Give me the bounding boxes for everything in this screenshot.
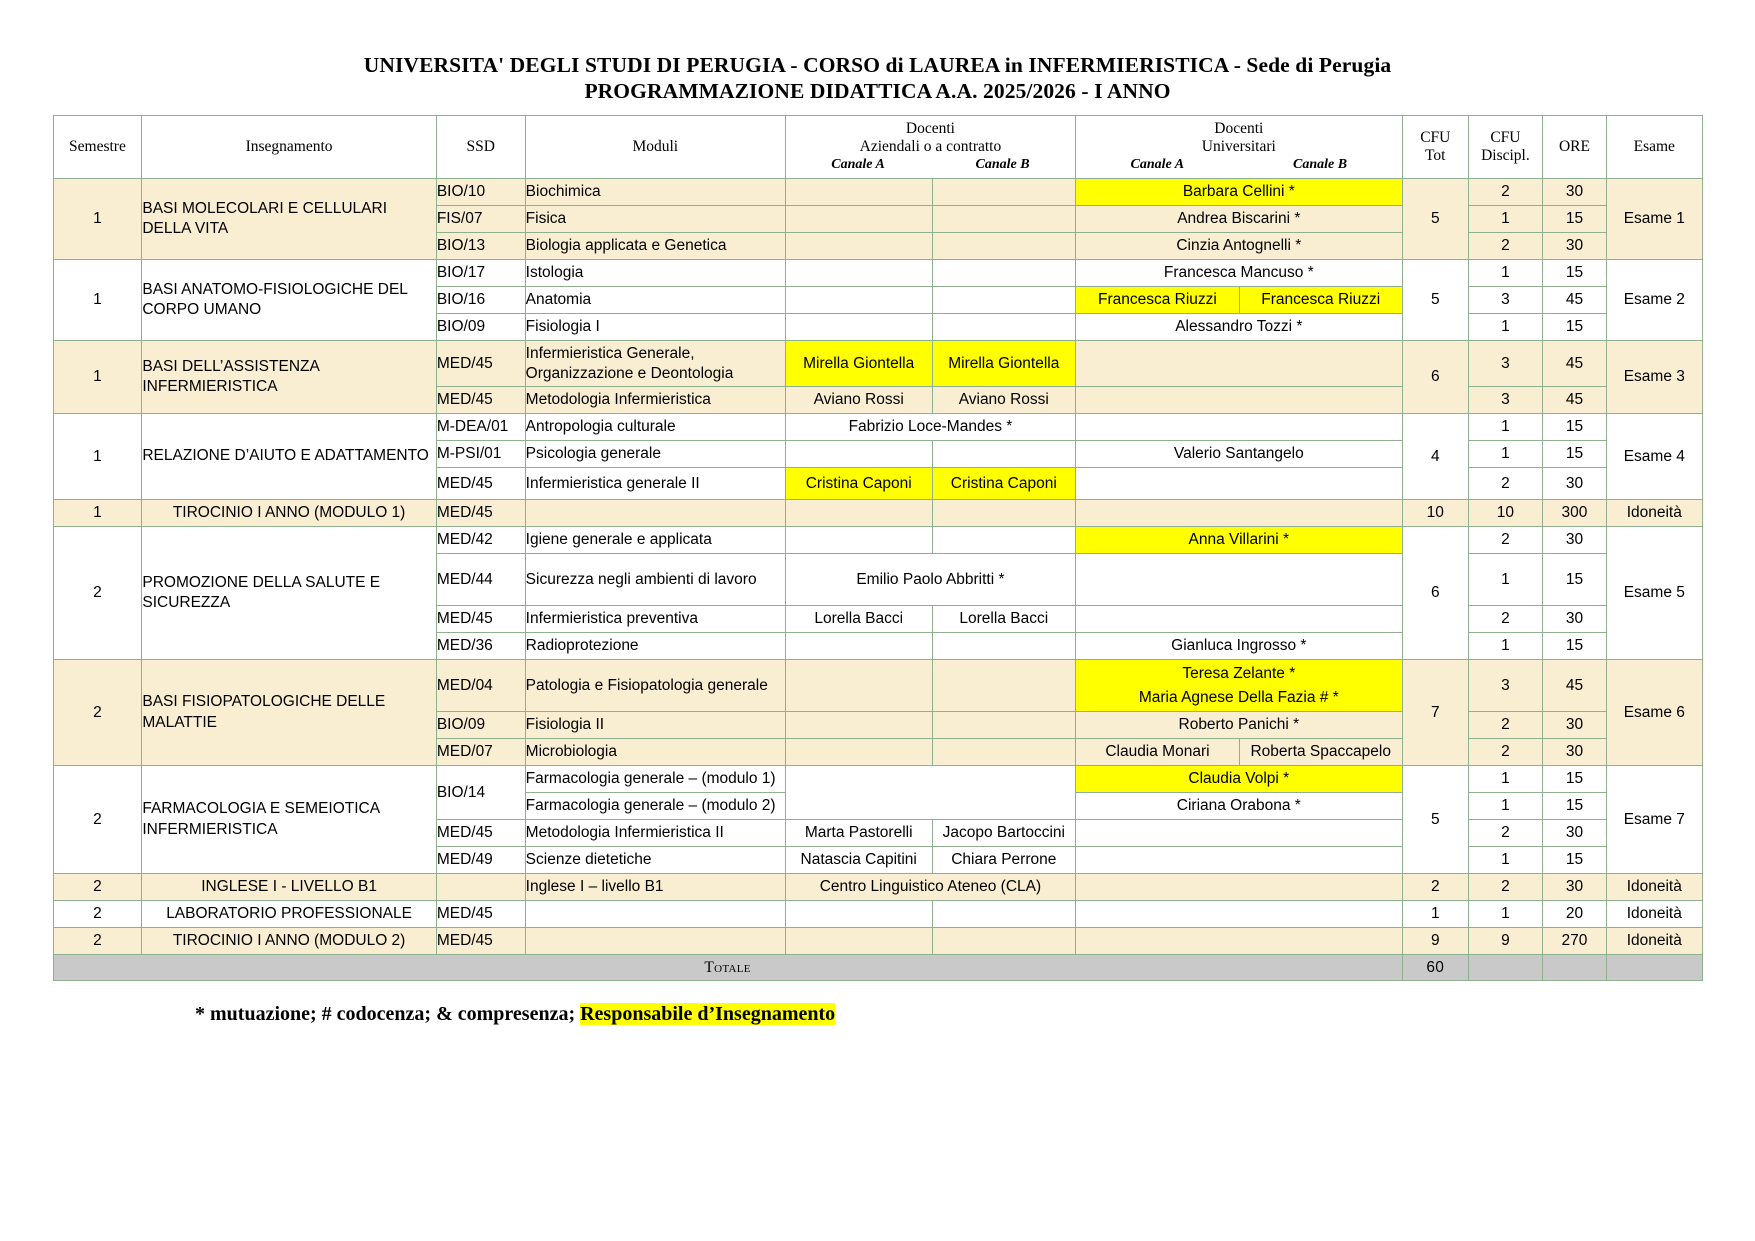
cell-cfu-tot: 6 [1402, 341, 1468, 414]
header-cfu-discipl [1468, 116, 1542, 179]
cell-docente-universitario [1076, 414, 1403, 441]
cell-cfu-discipl: 2 [1468, 712, 1542, 739]
cell-cfu-tot: 5 [1402, 766, 1468, 874]
header-aziendali-canale-a: Canale A [831, 157, 885, 173]
header-docenti-aziendali [785, 116, 1075, 179]
page-title [0, 0, 1755, 104]
cell-modulo: Radioprotezione [525, 633, 785, 660]
cell-cfu-discipl: 2 [1468, 874, 1542, 901]
cell-docente-aziendale-canale-a [785, 179, 932, 206]
cell-docente-aziendale-canale-b [932, 660, 1075, 712]
cell-docente-universitario: Alessandro Tozzi * [1076, 314, 1403, 341]
cell-cfu-discipl: 1 [1468, 554, 1542, 606]
cell-cfu-tot: 10 [1402, 500, 1468, 527]
cell-docente-aziendale-canale-a [785, 441, 932, 468]
cell-cfu-discipl: 3 [1468, 387, 1542, 414]
cell-docente-aziendale-canale-a: Cristina Caponi [785, 468, 932, 500]
cell-docente-universitario-canale-b: Francesca Riuzzi [1239, 287, 1402, 314]
legend-highlight-text: Responsabile d’Insegnamento [580, 1003, 836, 1025]
cell-docente-aziendale-canale-a [785, 206, 932, 233]
cell-docente-universitario [1076, 554, 1403, 606]
cell-docente-aziendale-canale-b: Chiara Perrone [932, 847, 1075, 874]
cell-semestre: 2 [53, 928, 142, 955]
cell-ore: 30 [1542, 820, 1606, 847]
cell-modulo: Fisica [525, 206, 785, 233]
cell-docente-aziendale-canale-b [932, 314, 1075, 341]
cell-docente-universitario: Claudia Volpi * [1076, 766, 1403, 793]
table-row [53, 500, 1702, 527]
cell-cfu-discipl: 1 [1468, 414, 1542, 441]
header-cfu-tot-line2: Tot [1425, 147, 1446, 164]
cell-semestre: 2 [53, 660, 142, 766]
cell-ssd [436, 874, 525, 901]
cell-cfu-tot: 4 [1402, 414, 1468, 500]
cell-modulo: Biochimica [525, 179, 785, 206]
cell-docente-aziendale-canale-b [932, 287, 1075, 314]
cell-docente-universitario-canale-b: Roberta Spaccapelo [1239, 739, 1402, 766]
cell-docente-aziendale-canale-b [932, 527, 1075, 554]
title-line-2: PROGRAMMAZIONE DIDATTICA A.A. 2025/2026 - I ANNO [584, 79, 1171, 103]
cell-modulo: Antropologia culturale [525, 414, 785, 441]
header-insegnamento: Insegnamento [142, 116, 436, 179]
cell-docente-aziendale-canale-a: Lorella Bacci [785, 606, 932, 633]
cell-docente-universitario [1076, 660, 1403, 712]
legend-text: * mutuazione; # codocenza; & compresenza; [195, 1003, 581, 1025]
cell-cfu-discipl: 1 [1468, 260, 1542, 287]
cell-docente-universitario-lines [1076, 662, 1402, 709]
cell-esame: Idoneità [1607, 928, 1702, 955]
title-line-1: UNIVERSITA' DEGLI STUDI DI PERUGIA - CORSO di LAUREA in INFERMIERISTICA - Sede di Perugia [363, 53, 1392, 77]
cell-docente-universitario: Anna Villarini * [1076, 527, 1403, 554]
cell-cfu-tot: 6 [1402, 527, 1468, 660]
cell-ssd: MED/42 [436, 527, 525, 554]
cell-modulo: Istologia [525, 260, 785, 287]
cell-ore: 45 [1542, 287, 1606, 314]
cell-ore: 45 [1542, 660, 1606, 712]
cell-ore: 15 [1542, 314, 1606, 341]
table-row [53, 414, 1702, 441]
cell-semestre: 1 [53, 179, 142, 260]
cell-ssd: MED/45 [436, 468, 525, 500]
cell-modulo: Fisiologia I [525, 314, 785, 341]
cell-ore: 15 [1542, 414, 1606, 441]
header-universitari-canale-b: Canale B [1293, 157, 1348, 173]
cell-insegnamento: TIROCINIO I ANNO (MODULO 2) [142, 928, 436, 955]
cell-ore: 15 [1542, 847, 1606, 874]
cell-docente-aziendale-canale-a [785, 901, 932, 928]
cell-ssd: MED/45 [436, 928, 525, 955]
table-row [53, 341, 1702, 387]
cell-cfu-discipl: 10 [1468, 500, 1542, 527]
cell-esame: Esame 2 [1607, 260, 1702, 341]
table-row [53, 527, 1702, 554]
cell-docente-aziendale: Centro Linguistico Ateneo (CLA) [785, 874, 1075, 901]
cell-modulo [525, 901, 785, 928]
header-esame: Esame [1607, 116, 1702, 179]
cell-ore: 30 [1542, 527, 1606, 554]
cell-ssd: M-DEA/01 [436, 414, 525, 441]
cell-ore: 15 [1542, 260, 1606, 287]
cell-insegnamento: RELAZIONE D’AIUTO E ADATTAMENTO [142, 414, 436, 500]
table-row [53, 179, 1702, 206]
cell-docente-universitario [1076, 341, 1403, 387]
header-canali-aziendali [786, 157, 1075, 173]
header-aziendali-canale-b: Canale B [975, 157, 1030, 173]
cell-modulo [525, 928, 785, 955]
cell-modulo: Patologia e Fisiopatologia generale [525, 660, 785, 712]
cell-cfu-discipl: 2 [1468, 179, 1542, 206]
cell-ore: 45 [1542, 387, 1606, 414]
cell-docente-universitario: Francesca Mancuso * [1076, 260, 1403, 287]
cell-modulo: Metodologia Infermieristica II [525, 820, 785, 847]
header-moduli: Moduli [525, 116, 785, 179]
cell-docente-aziendale-canale-b [932, 739, 1075, 766]
cell-ssd: BIO/16 [436, 287, 525, 314]
cell-ore: 45 [1542, 341, 1606, 387]
cell-ore: 15 [1542, 766, 1606, 793]
cell-esame: Esame 4 [1607, 414, 1702, 500]
cell-cfu-discipl: 1 [1468, 901, 1542, 928]
cell-insegnamento: BASI MOLECOLARI E CELLULARI DELLA VITA [142, 179, 436, 260]
cell-cfu-tot: 2 [1402, 874, 1468, 901]
cell-modulo: Infermieristica generale II [525, 468, 785, 500]
cell-ssd: BIO/13 [436, 233, 525, 260]
cell-esame: Esame 1 [1607, 179, 1702, 260]
cell-docente-universitario [1076, 387, 1403, 414]
cell-ssd: BIO/09 [436, 314, 525, 341]
cell-docente-aziendale-canale-a [785, 928, 932, 955]
cell-ore: 30 [1542, 712, 1606, 739]
cell-docente-universitario [1076, 606, 1403, 633]
cell-esame: Esame 3 [1607, 341, 1702, 414]
cell-docente-universitario-line-2: Maria Agnese Della Fazia # * [1138, 688, 1339, 706]
cell-docente-aziendale-canale-b: Jacopo Bartoccini [932, 820, 1075, 847]
cell-docente-aziendale-canale-b [932, 441, 1075, 468]
cell-docente-universitario [1076, 847, 1403, 874]
cell-cfu-discipl: 2 [1468, 527, 1542, 554]
cell-docente-universitario [1076, 500, 1403, 527]
cell-modulo: Sicurezza negli ambienti di lavoro [525, 554, 785, 606]
cell-modulo [525, 500, 785, 527]
cell-docente-aziendale-canale-b: Cristina Caponi [932, 468, 1075, 500]
cell-modulo: Farmacologia generale – (modulo 2) [525, 793, 785, 820]
total-label: Totale [53, 955, 1402, 981]
cell-esame: Idoneità [1607, 874, 1702, 901]
cell-ore: 15 [1542, 793, 1606, 820]
cell-docente-aziendale-canale-a [785, 739, 932, 766]
cell-cfu-discipl: 3 [1468, 341, 1542, 387]
cell-ssd: BIO/10 [436, 179, 525, 206]
cell-semestre: 1 [53, 500, 142, 527]
cell-ssd: MED/45 [436, 341, 525, 387]
cell-docente-aziendale: Fabrizio Loce-Mandes * [785, 414, 1075, 441]
total-empty-cell [1542, 955, 1606, 981]
cell-docente-aziendale-canale-a: Mirella Giontella [785, 341, 932, 387]
cell-cfu-discipl: 9 [1468, 928, 1542, 955]
cell-cfu-discipl: 1 [1468, 314, 1542, 341]
header-canali-universitari [1076, 157, 1402, 173]
cell-ssd: MED/36 [436, 633, 525, 660]
cell-cfu-discipl: 1 [1468, 206, 1542, 233]
cell-docente-aziendale-canale-a: Marta Pastorelli [785, 820, 932, 847]
cell-modulo: Anatomia [525, 287, 785, 314]
cell-cfu-discipl: 2 [1468, 739, 1542, 766]
cell-docente-aziendale-canale-a [785, 233, 932, 260]
cell-modulo: Metodologia Infermieristica [525, 387, 785, 414]
cell-docente-aziendale [785, 766, 1075, 820]
cell-ore: 30 [1542, 233, 1606, 260]
cell-docente-aziendale-canale-a [785, 527, 932, 554]
cell-docente-aziendale-canale-b: Mirella Giontella [932, 341, 1075, 387]
cell-semestre: 2 [53, 901, 142, 928]
header-semestre: Semestre [53, 116, 142, 179]
cell-docente-aziendale-canale-b [932, 260, 1075, 287]
cell-insegnamento: FARMACOLOGIA E SEMEIOTICA INFERMIERISTICA [142, 766, 436, 874]
cell-docente-universitario [1076, 901, 1403, 928]
cell-modulo: Infermieristica preventiva [525, 606, 785, 633]
cell-ssd: MED/04 [436, 660, 525, 712]
cell-cfu-discipl: 1 [1468, 441, 1542, 468]
header-cfu-tot [1402, 116, 1468, 179]
cell-esame: Esame 7 [1607, 766, 1702, 874]
cell-docente-universitario [1076, 928, 1403, 955]
cell-modulo: Igiene generale e applicata [525, 527, 785, 554]
table-body [53, 179, 1702, 981]
cell-docente-aziendale-canale-a [785, 500, 932, 527]
cell-docente-aziendale-canale-a [785, 633, 932, 660]
cell-docente-universitario: Valerio Santangelo [1076, 441, 1403, 468]
cell-ssd: MED/45 [436, 901, 525, 928]
cell-insegnamento: LABORATORIO PROFESSIONALE [142, 901, 436, 928]
table-header [53, 116, 1702, 179]
cell-docente-universitario [1076, 468, 1403, 500]
cell-docente-universitario: Roberto Panichi * [1076, 712, 1403, 739]
cell-ssd: BIO/17 [436, 260, 525, 287]
cell-docente-aziendale: Emilio Paolo Abbritti * [785, 554, 1075, 606]
cell-cfu-discipl: 2 [1468, 468, 1542, 500]
header-docenti-universitari [1076, 116, 1403, 179]
cell-insegnamento: BASI FISIOPATOLOGICHE DELLE MALATTIE [142, 660, 436, 766]
cell-ore: 30 [1542, 179, 1606, 206]
table-row [53, 766, 1702, 793]
cell-modulo: Farmacologia generale – (modulo 1) [525, 766, 785, 793]
programmazione-didattica-table [53, 115, 1703, 981]
cell-cfu-tot: 7 [1402, 660, 1468, 766]
total-value: 60 [1402, 955, 1468, 981]
cell-modulo: Microbiologia [525, 739, 785, 766]
table-row [53, 874, 1702, 901]
cell-cfu-tot: 5 [1402, 179, 1468, 260]
legend-footnote [0, 1003, 1755, 1026]
cell-docente-aziendale-canale-b [932, 901, 1075, 928]
cell-docente-aziendale-canale-b [932, 712, 1075, 739]
table-row [53, 901, 1702, 928]
cell-ssd: MED/44 [436, 554, 525, 606]
cell-ore: 30 [1542, 739, 1606, 766]
header-cfu-discipl-line1: CFU [1490, 129, 1521, 147]
cell-modulo: Fisiologia II [525, 712, 785, 739]
cell-cfu-discipl: 1 [1468, 633, 1542, 660]
cell-ore: 15 [1542, 554, 1606, 606]
cell-docente-aziendale-canale-b [932, 206, 1075, 233]
header-docenti-universitari-line1: Docenti [1214, 120, 1264, 138]
cell-docente-aziendale-canale-b: Lorella Bacci [932, 606, 1075, 633]
cell-modulo: Psicologia generale [525, 441, 785, 468]
total-empty-cell [1468, 955, 1542, 981]
cell-ssd: MED/45 [436, 500, 525, 527]
cell-ore: 15 [1542, 206, 1606, 233]
cell-modulo: Biologia applicata e Genetica [525, 233, 785, 260]
cell-ssd: MED/07 [436, 739, 525, 766]
cell-ssd: M-PSI/01 [436, 441, 525, 468]
cell-ssd: BIO/09 [436, 712, 525, 739]
cell-insegnamento: PROMOZIONE DELLA SALUTE E SICUREZZA [142, 527, 436, 660]
cell-docente-aziendale-canale-a [785, 314, 932, 341]
table-row [53, 260, 1702, 287]
cell-docente-universitario: Barbara Cellini * [1076, 179, 1403, 206]
table-total-row [53, 955, 1702, 981]
cell-cfu-discipl: 2 [1468, 820, 1542, 847]
cell-semestre: 1 [53, 260, 142, 341]
cell-docente-universitario: Gianluca Ingrosso * [1076, 633, 1403, 660]
cell-ore: 30 [1542, 606, 1606, 633]
cell-docente-aziendale-canale-b [932, 633, 1075, 660]
cell-docente-aziendale-canale-a [785, 660, 932, 712]
cell-modulo: Inglese I – livello B1 [525, 874, 785, 901]
cell-ssd: MED/45 [436, 606, 525, 633]
cell-docente-universitario: Ciriana Orabona * [1076, 793, 1403, 820]
cell-docente-aziendale-canale-a: Natascia Capitini [785, 847, 932, 874]
cell-semestre: 1 [53, 414, 142, 500]
cell-insegnamento: INGLESE I - LIVELLO B1 [142, 874, 436, 901]
cell-cfu-tot: 9 [1402, 928, 1468, 955]
table-row [53, 928, 1702, 955]
cell-esame: Idoneità [1607, 901, 1702, 928]
cell-cfu-discipl: 1 [1468, 766, 1542, 793]
cell-esame: Esame 6 [1607, 660, 1702, 766]
cell-docente-aziendale-canale-b [932, 179, 1075, 206]
header-docenti-aziendali-line1: Docenti [905, 120, 955, 138]
cell-ore: 20 [1542, 901, 1606, 928]
header-ssd: SSD [436, 116, 525, 179]
cell-insegnamento: BASI ANATOMO-FISIOLOGICHE DEL CORPO UMANO [142, 260, 436, 341]
cell-cfu-discipl: 3 [1468, 660, 1542, 712]
cell-cfu-tot: 5 [1402, 260, 1468, 341]
cell-ore: 15 [1542, 441, 1606, 468]
cell-ore: 30 [1542, 468, 1606, 500]
cell-ore: 300 [1542, 500, 1606, 527]
cell-docente-aziendale-canale-b [932, 233, 1075, 260]
cell-ore: 30 [1542, 874, 1606, 901]
cell-insegnamento: BASI DELL’ASSISTENZA INFERMIERISTICA [142, 341, 436, 414]
cell-ore: 15 [1542, 633, 1606, 660]
cell-semestre: 2 [53, 766, 142, 874]
cell-cfu-discipl: 1 [1468, 847, 1542, 874]
cell-docente-aziendale-canale-b: Aviano Rossi [932, 387, 1075, 414]
cell-ssd: MED/45 [436, 820, 525, 847]
header-cfu-discipl-line2: Discipl. [1481, 147, 1530, 164]
cell-insegnamento: TIROCINIO I ANNO (MODULO 1) [142, 500, 436, 527]
cell-docente-aziendale-canale-a [785, 260, 932, 287]
cell-docente-universitario: Cinzia Antognelli * [1076, 233, 1403, 260]
cell-docente-universitario-line-1: Teresa Zelante * [1182, 665, 1296, 683]
cell-cfu-discipl: 2 [1468, 233, 1542, 260]
cell-docente-universitario-canale-a: Claudia Monari [1076, 739, 1240, 766]
cell-cfu-discipl: 2 [1468, 606, 1542, 633]
cell-docente-universitario: Andrea Biscarini * [1076, 206, 1403, 233]
cell-ssd: MED/45 [436, 387, 525, 414]
header-ore: ORE [1542, 116, 1606, 179]
cell-cfu-tot: 1 [1402, 901, 1468, 928]
cell-docente-aziendale-canale-b [932, 928, 1075, 955]
cell-docente-aziendale-canale-b [932, 500, 1075, 527]
header-docenti-universitari-line2: Universitari [1201, 138, 1276, 156]
cell-semestre: 2 [53, 527, 142, 660]
cell-modulo: Infermieristica Generale, Organizzazione e Deontologia [525, 341, 785, 387]
cell-cfu-discipl: 1 [1468, 793, 1542, 820]
cell-ore: 270 [1542, 928, 1606, 955]
cell-docente-aziendale-canale-a [785, 712, 932, 739]
cell-cfu-discipl: 3 [1468, 287, 1542, 314]
cell-docente-universitario [1076, 820, 1403, 847]
cell-docente-universitario [1076, 874, 1403, 901]
cell-semestre: 2 [53, 874, 142, 901]
header-cfu-tot-line1: CFU [1420, 129, 1451, 147]
cell-docente-aziendale-canale-a: Aviano Rossi [785, 387, 932, 414]
cell-ssd: BIO/14 [436, 766, 525, 820]
cell-ssd: FIS/07 [436, 206, 525, 233]
cell-docente-aziendale-canale-a [785, 287, 932, 314]
total-empty-cell [1607, 955, 1702, 981]
cell-modulo: Scienze dietetiche [525, 847, 785, 874]
cell-semestre: 1 [53, 341, 142, 414]
header-docenti-aziendali-line2: Aziendali o a contratto [859, 138, 1002, 156]
cell-esame: Esame 5 [1607, 527, 1702, 660]
cell-esame: Idoneità [1607, 500, 1702, 527]
header-universitari-canale-a: Canale A [1130, 157, 1185, 173]
cell-docente-universitario-canale-a: Francesca Riuzzi [1076, 287, 1240, 314]
cell-ssd: MED/49 [436, 847, 525, 874]
table-row [53, 660, 1702, 712]
